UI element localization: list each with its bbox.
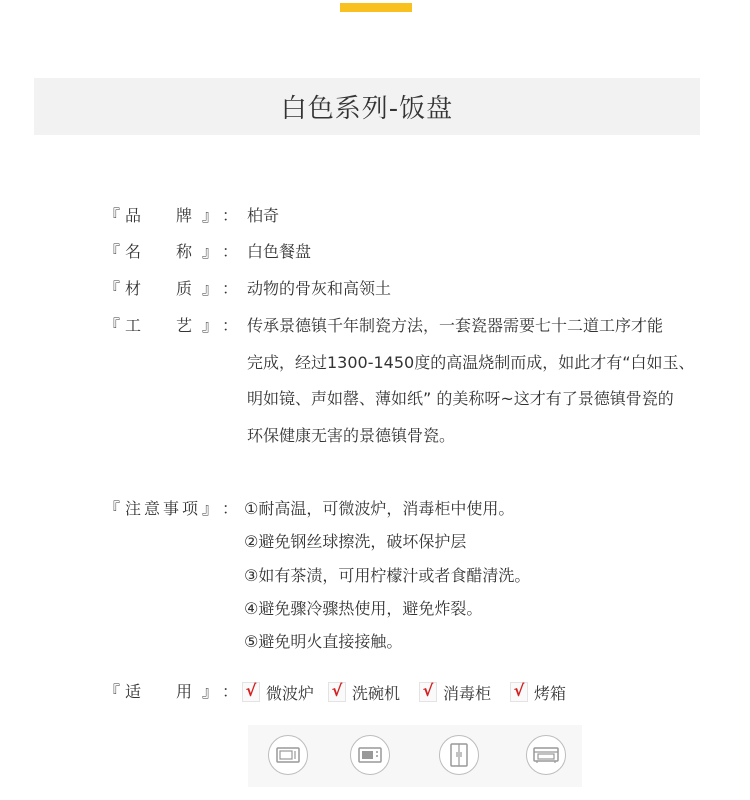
open-bracket: 『	[104, 206, 121, 225]
craft-text-line: 传承景德镇千年制瓷方法，一套瓷器需要七十二道工序才能	[247, 316, 664, 335]
open-bracket: 『	[104, 242, 121, 261]
note-item: ①耐高温，可微波炉，消毒柜中使用。	[244, 499, 515, 518]
microwave-icon	[268, 735, 308, 775]
title-band	[34, 78, 700, 135]
usage-label	[104, 680, 239, 704]
notes-label-text: 注意事项	[125, 499, 202, 518]
usage-item-oven	[510, 680, 566, 704]
craft-text-line: 明如镜、声如罄、薄如纸” 的美称呀~这才有了景德镇骨瓷的	[247, 389, 674, 408]
usage-item-sterilizer	[419, 680, 491, 704]
colon: ：	[222, 682, 239, 701]
material-value: 动物的骨灰和高领土	[247, 279, 392, 298]
craft-text-line: 环保健康无害的景德镇骨瓷。	[247, 426, 456, 445]
usage-item-dishwasher	[328, 680, 400, 704]
open-bracket: 『	[104, 279, 121, 298]
note-item: ③如有茶渍，可用柠檬汁或者食醋清洗。	[244, 566, 531, 585]
label-char: 工	[125, 316, 142, 335]
note-item: ②避免钢丝球擦洗，破坏保护层	[244, 532, 467, 551]
usage-item-label: 消毒柜	[443, 683, 492, 703]
label-char: 适	[125, 682, 142, 701]
notes-label	[104, 497, 239, 521]
label-char: 品	[125, 206, 142, 225]
name-label	[104, 240, 239, 264]
check-mark-icon: √	[419, 682, 437, 702]
label-char: 质	[176, 279, 193, 298]
close-bracket: 』	[202, 206, 219, 225]
check-mark-icon: √	[242, 682, 260, 702]
note-item: ④避免骤冷骤热使用，避免炸裂。	[244, 599, 483, 618]
open-bracket: 『	[104, 682, 121, 701]
check-mark-icon: √	[510, 682, 528, 702]
close-bracket: 』	[202, 279, 219, 298]
open-bracket: 『	[104, 316, 121, 335]
dishwasher-icon	[350, 735, 390, 775]
close-bracket: 』	[202, 682, 219, 701]
sterilizer-cabinet-icon	[439, 735, 479, 775]
close-bracket: 』	[202, 242, 219, 261]
colon: ：	[222, 242, 239, 261]
label-char: 用	[176, 682, 193, 701]
oven-icon	[526, 735, 566, 775]
usage-item-label: 洗碗机	[352, 683, 401, 703]
label-char: 艺	[176, 316, 193, 335]
material-label	[104, 277, 239, 301]
close-bracket: 』	[202, 316, 219, 335]
note-item: ⑤避免明火直接接触。	[244, 632, 403, 651]
top-accent-bar	[340, 3, 412, 12]
brand-value: 柏奇	[247, 206, 280, 225]
craft-text-line: 完成，经过1300-1450度的高温烧制而成，如此才有“白如玉、	[247, 353, 695, 372]
open-bracket: 『	[104, 499, 121, 518]
label-char: 名	[125, 242, 142, 261]
label-char: 牌	[176, 206, 193, 225]
close-bracket: 』	[202, 499, 219, 518]
usage-item-microwave	[242, 680, 314, 704]
colon: ：	[222, 279, 239, 298]
colon: ：	[222, 206, 239, 225]
check-mark-icon: √	[328, 682, 346, 702]
brand-label	[104, 204, 239, 228]
craft-label	[104, 314, 239, 338]
name-value: 白色餐盘	[247, 242, 312, 261]
label-char: 材	[125, 279, 142, 298]
colon: ：	[222, 499, 239, 518]
page-title: 白色系列-饭盘	[280, 94, 454, 124]
usage-item-label: 微波炉	[266, 683, 315, 703]
usage-item-label: 烤箱	[534, 683, 567, 703]
label-char: 称	[176, 242, 193, 261]
colon: ：	[222, 316, 239, 335]
